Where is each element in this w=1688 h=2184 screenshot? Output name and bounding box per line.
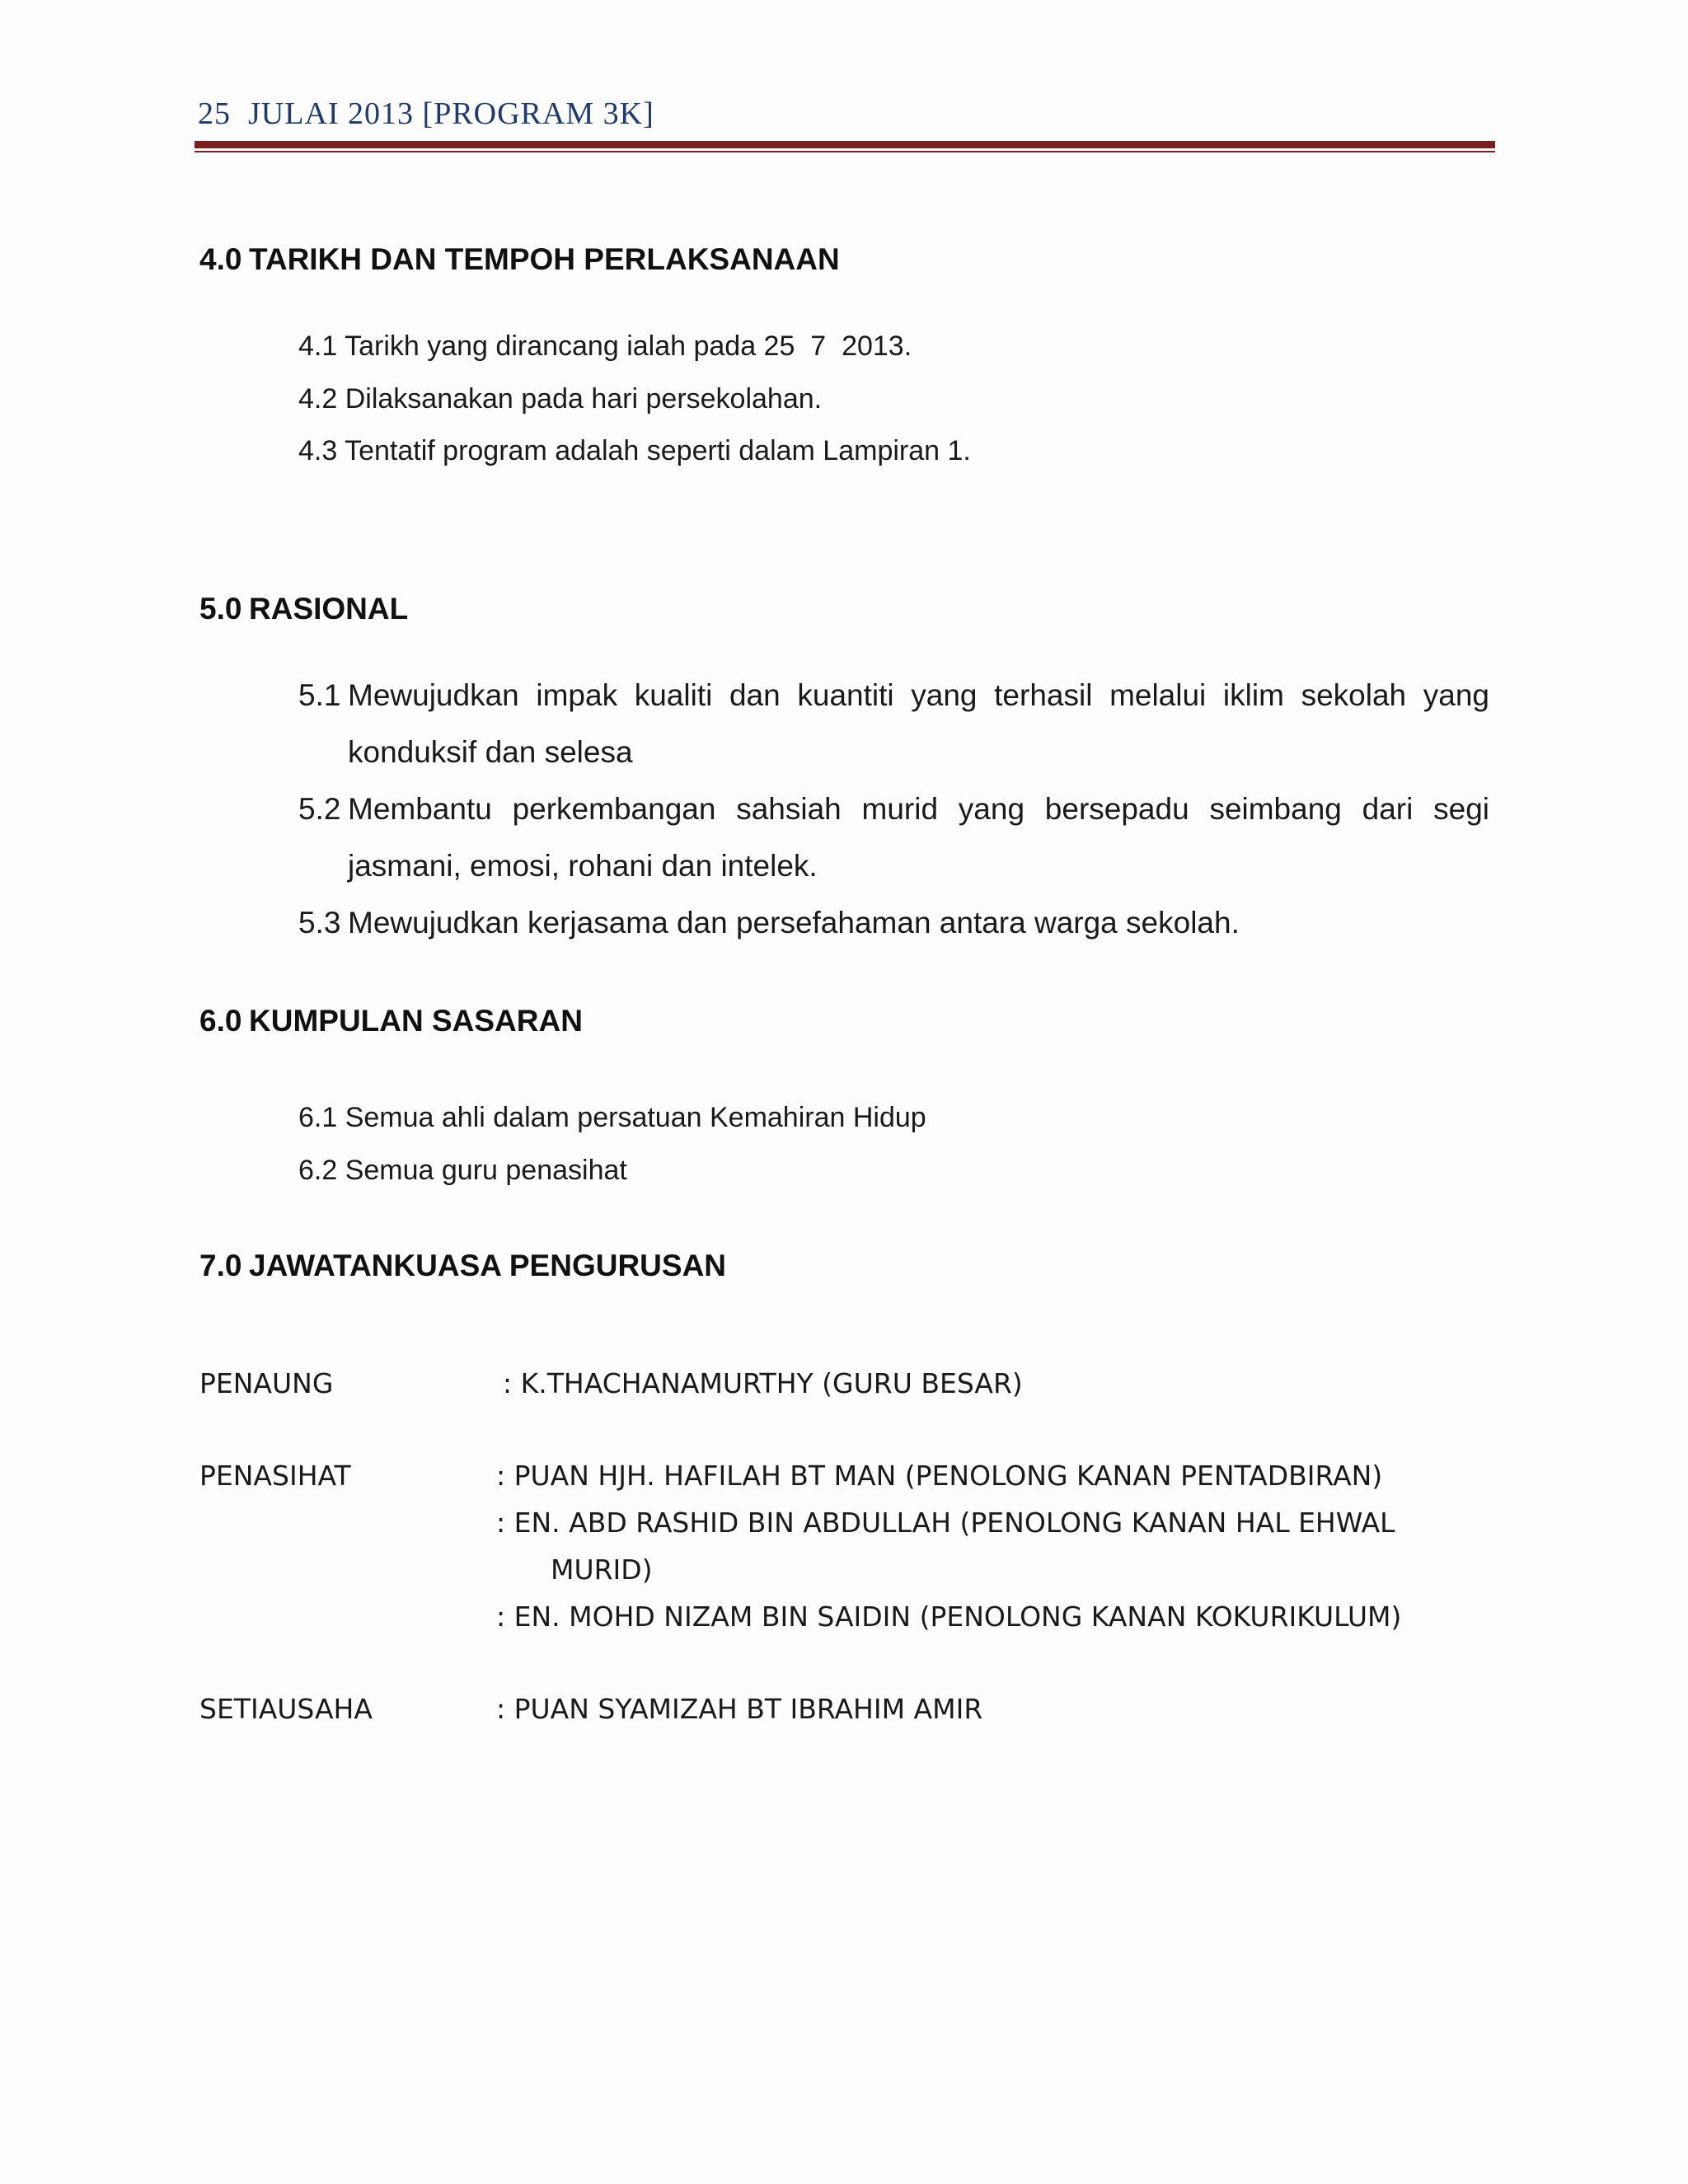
list-item-6-2: 6.2 Semua guru penasihat bbox=[298, 1155, 627, 1186]
committee-member-continued: MURID) bbox=[551, 1554, 653, 1586]
item-text: Mewujudkan kerjasama dan persefahaman antara warga sekolah. bbox=[348, 906, 1240, 940]
list-item-5-2 bbox=[298, 780, 1489, 894]
list-item-6-1: 6.1 Semua ahli dalam persatuan Kemahiran Hidup bbox=[298, 1102, 926, 1133]
section-heading-5 bbox=[199, 592, 408, 626]
list-item-4-2: 4.2 Dilaksanakan pada hari persekolahan. bbox=[298, 383, 823, 415]
committee-role: PENASIHAT bbox=[199, 1460, 351, 1492]
committee-member: : PUAN HJH. HAFILAH BT MAN (PENOLONG KANAN PENTADBIRAN) bbox=[496, 1460, 1383, 1492]
section-heading-6 bbox=[199, 1004, 583, 1038]
section-title: JAWATANKUASA PENGURUSAN bbox=[249, 1249, 727, 1282]
committee-member: : EN. MOHD NIZAM BIN SAIDIN (PENOLONG KANAN KOKURIKULUM) bbox=[496, 1601, 1402, 1633]
header-rule-thin bbox=[195, 151, 1495, 152]
item-text: Mewujudkan impak kualiti dan kuantiti yang terhasil melalui iklim sekolah yang konduksif dan selesa bbox=[348, 678, 1489, 769]
section-heading-7 bbox=[199, 1249, 726, 1283]
section-title: KUMPULAN SASARAN bbox=[249, 1004, 583, 1038]
page-header-title: 25 JULAI 2013 [PROGRAM 3K] bbox=[198, 96, 654, 131]
section-title: TARIKH DAN TEMPOH PERLAKSANAAN bbox=[249, 242, 840, 276]
committee-member: : PUAN SYAMIZAH BT IBRAHIM AMIR bbox=[496, 1693, 983, 1725]
list-item-4-3: 4.3 Tentatif program adalah seperti dalam Lampiran 1. bbox=[298, 435, 971, 466]
section-number: 4.0 bbox=[199, 242, 242, 276]
committee-member: : EN. ABD RASHID BIN ABDULLAH (PENOLONG KANAN HAL EHWAL bbox=[496, 1507, 1395, 1539]
item-number: 5.1 bbox=[298, 678, 341, 712]
list-item-5-3 bbox=[298, 894, 1489, 951]
section-number: 5.0 bbox=[199, 592, 242, 626]
section-number: 7.0 bbox=[199, 1249, 242, 1282]
list-item-4-1: 4.1 Tarikh yang dirancang ialah pada 25 7 2013. bbox=[298, 330, 912, 362]
committee-member: : K.THACHANAMURTHY (GURU BESAR) bbox=[503, 1367, 1023, 1399]
section-title: RASIONAL bbox=[249, 592, 409, 626]
section-heading-4 bbox=[199, 242, 840, 277]
committee-role: PENAUNG bbox=[199, 1367, 334, 1399]
section-number: 6.0 bbox=[199, 1004, 242, 1038]
item-number: 5.2 bbox=[298, 792, 341, 826]
item-text: Membantu perkembangan sahsiah murid yang bersepadu seimbang dari segi jasmani, emosi, rohani dan intelek. bbox=[348, 792, 1489, 883]
committee-role: SETIAUSAHA bbox=[199, 1693, 373, 1725]
item-number: 5.3 bbox=[298, 906, 341, 940]
list-item-5-1 bbox=[298, 667, 1489, 780]
header-rule-thick bbox=[195, 141, 1495, 148]
